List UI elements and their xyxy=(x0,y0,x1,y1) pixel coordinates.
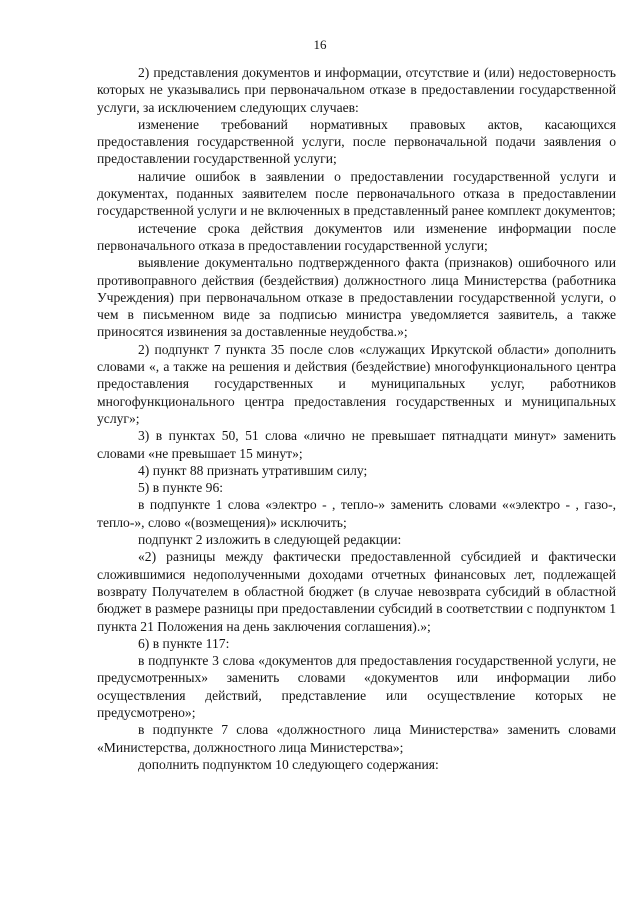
paragraph: 2) подпункт 7 пункта 35 после слов «служащих Иркутской области» дополнить словами «, а также на решения и действия (бездействие) многофункционального центра предоставления государственных и муниципальных услуг, работников многофункционального центра предоставления государственных и муниципальных услуг»; xyxy=(97,341,616,426)
document-body xyxy=(97,64,616,773)
paragraph: 5) в пункте 96: xyxy=(138,480,224,496)
paragraph: в подпункте 7 слова «должностного лица Министерства» заменить словами «Министерства, должностного лица Министерства»; xyxy=(97,722,616,755)
paragraph: в подпункте 1 слова «электро - , тепло-» заменить словами ««электро - , газо-, тепло-», слово «(возмещения)» исключить; xyxy=(97,497,616,530)
paragraph: изменение требований нормативных правовых актов, касающихся предоставления государственной услуги, после первоначальной подачи заявления о предоставлении государственной услуги; xyxy=(97,116,616,167)
paragraph: наличие ошибок в заявлении о предоставлении государственной услуги и документах, поданных заявителем после первоначального отказа в предоставлении государственной услуги и не включенных в представленный ранее комплект документов; xyxy=(97,168,616,219)
paragraph: 3) в пунктах 50, 51 слова «лично не превышает пятнадцати минут» заменить словами «не превышает 15 минут»; xyxy=(97,428,616,461)
paragraph: 2) представления документов и информации, отсутствие и (или) недостоверность которых не указывались при первоначальном отказе в предоставлении государственной услуги, за исключением следующих случаев: xyxy=(97,65,616,115)
paragraph: подпункт 2 изложить в следующей редакции: xyxy=(138,532,402,548)
paragraph: 6) в пункте 117: xyxy=(138,635,230,651)
paragraph: истечение срока действия документов или изменение информации после первоначального отказа в предоставлении государственной услуги; xyxy=(97,220,616,253)
paragraph: «2) разницы между фактически предоставленной субсидией и фактически сложившимися недополученными доходами отчетных финансовых лет, подлежащей возврату Получателем в областной бюджет (в случае невозврата субсидий в областной бюджет в размере разницы при предоставлении субсидий в соответствии с подпунктом 1 пункта 21 Положения на день заключения соглашения).»; xyxy=(97,549,616,634)
paragraph: дополнить подпунктом 10 следующего содержания: xyxy=(138,756,439,772)
paragraph: выявление документально подтвержденного факта (признаков) ошибочного или противоправного действия (бездействия) должностного лица Министерства (работника Учреждения) при первоначальном отказе в предоставлении государственной услуги, о чем в письменном виде за подписью министра уведомляется заявитель, а также приносятся извинения за доставленные неудобства.»; xyxy=(97,255,616,340)
page-number: 16 xyxy=(313,37,327,52)
paragraph: в подпункте 3 слова «документов для предоставления государственной услуги, не предусмотренных» заменить словами «документов или информации либо осуществления действий, представление или осуществление которых не предусмотрено»; xyxy=(97,653,616,720)
paragraph: 4) пункт 88 признать утратившим силу; xyxy=(138,462,368,478)
